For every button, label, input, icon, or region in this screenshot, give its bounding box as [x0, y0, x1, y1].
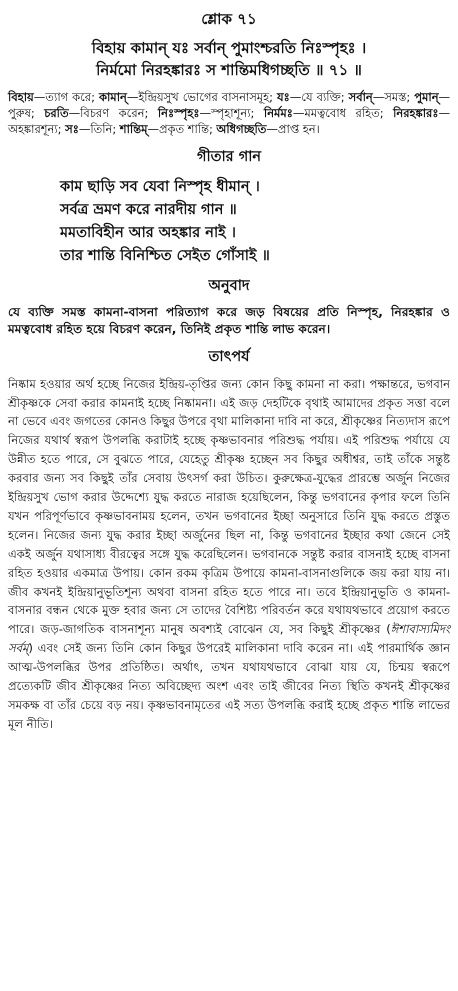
synonym-term: সর্বান্‌ [348, 90, 373, 104]
synonym-term: কামান্‌ [98, 90, 127, 104]
synonym-meaning: মমত্ববোধ রহিত; [304, 106, 394, 121]
song-line: সর্বত্র ভ্রমণ করে নারদীয় গান ॥ [60, 200, 237, 218]
synonym-meaning: প্রকৃত শান্তি; [158, 122, 217, 137]
purport-title: তাৎপর্য [208, 348, 250, 365]
synonym-meaning: তিনি; [90, 122, 120, 137]
song-line: কাম ছাড়ি সব যেবা নিস্পৃহ ধীমান্‌ । [60, 177, 260, 195]
synonym-meaning: বিচরণ করেন; [80, 106, 158, 121]
purport-part: ) এবং সেই জন্য তিনি কোন কিছুর উপরেই মালিকানা দাবি করেন না। এই পারমার্থিক জ্ঞান আত্ম-উপলব্ধির উপর প্রতিষ্ঠিত। অর্থাৎ, তখন যথাযথভাবে বোঝা যায় যে, চিন্ময় স্বরূপে প্রত্যেকটি জীব শ্রীকৃষ্ণের নিত্য অবিচ্ছেদ্য অংশ এবং তাই জীবের নিত্য স্থিতি কখনই শ্রীকৃষ্ণের সমকক্ষ বা তাঁর চেয়ে বড় নয়। কৃষ্ণভাবনামৃতের এই সত্য উপলব্ধি করাই হচ্ছে প্রকৃত শান্তি লাভের মূল নীতি। [8, 641, 450, 731]
synonym-term: নিরহঙ্কারঃ [393, 106, 439, 121]
purport-text [8, 375, 450, 734]
song-line: তার শান্তি বিনিশ্চিত সেইত গোঁসাই ॥ [60, 246, 270, 264]
synonym-meaning: ত্যাগ করে; [45, 90, 99, 104]
synonym-term: অধিগচ্ছতি [216, 122, 267, 137]
song-verse [8, 175, 450, 267]
translation-text: যে ব্যক্তি সমস্ত কামনা-বাসনা পরিত্যাগ করে জড় বিষয়ের প্রতি নিস্পৃহ, নিরহঙ্কার ও মমত্ববোধ রহিত হয়ে বিচরণ করেন, তিনিই প্রকৃত শান্তি লাভ করেন। [8, 304, 450, 336]
song-title: গীতার গান [196, 148, 262, 165]
synonym-term: পুমান্‌ [414, 90, 439, 104]
synonym-meaning: সমস্ত; [384, 90, 415, 104]
scripture-quote: ঈশাবাস্যমিদং সর্বম্‌ [8, 622, 450, 656]
sanskrit-line: বিহায় কামান্‌ যঃ সর্বান্‌ পুমাংশ্চরতি নিঃস্পৃহঃ । [91, 39, 367, 57]
synonym-meaning: ইন্দ্রিয়সুখ ভোগের বাসনাসমূহ; [138, 90, 277, 104]
synonym-meaning: যে ব্যক্তি; [301, 90, 349, 104]
synonym-term: সঃ [65, 122, 79, 137]
sanskrit-verse [8, 37, 450, 81]
synonym-term: চরতি [44, 106, 69, 121]
synonym-meaning: স্পৃহাশূন্য; [211, 106, 264, 121]
purport-part: নিষ্কাম হওয়ার অর্থ হচ্ছে নিজের ইন্দ্রিয়-তৃপ্তির জন্য কোন কিছু কামনা না করা। পক্ষান্তরে, ভগবান শ্রীকৃষ্ণকে সেবা করার কামনাই হচ্ছে নিষ্কামনা। এই জড় দেহটিকে বৃথাই আমাদের প্রকৃত সত্তা বলে না ভেবে এবং জগতের কোনও কিছুর উপরে বৃথা মালিকানা দাবি না করে, শ্রীকৃষ্ণের নিত্যদাস রূপে নিজের যথার্থ স্বরূপ উপলব্ধি করাটাই হচ্ছে কৃষ্ণভাবনার পরিশুদ্ধ পর্যায়। এই পরিশুদ্ধ পর্যায়ে যে উন্নীত হতে পারে, সে বুঝতে পারে, যেহেতু শ্রীকৃষ্ণ হচ্ছেন সব কিছুর অধীশ্বর, তাই তাঁকে সন্তুষ্ট করবার জন্য সব কিছুই তাঁর সেবায় উৎসর্গ করা উচিত। কুরুক্ষেত্র-যুদ্ধের প্রারম্ভে অর্জুন নিজের ইন্দ্রিয়সুখ ভোগ করার উদ্দেশ্যে যুদ্ধ করতে নারাজ হয়েছিলেন, কিন্তু ভগবানের কৃপার ফলে তিনি যখন পরিপূর্ণভাবে কৃষ্ণভাবনাময় হলেন, তখন ভগবানের ইচ্ছা অনুসারে তিনি যুদ্ধ করতে প্রস্তুত হলেন। নিজের জন্য যুদ্ধ করার ইচ্ছা অর্জুনের ছিল না, কিন্তু ভগবানের ইচ্ছার কথা জেনে সেই একই অর্জুন যথাসাধ্য বীরত্বের সঙ্গে যুদ্ধ করেছিলেন। ভগবানকে সন্তুষ্ট করার বাসনাই হচ্ছে বাসনা রহিত হওয়ার একমাত্র উপায়। কোন রকম কৃত্রিম উপায়ে কামনা-বাসনাগুলিকে জয় করা যায় না। জীব কখনই ইন্দ্রিয়ানুভূতিশূন্য অথবা বাসনা রহিত হতে পারে না। তবে ইন্দ্রিয়ানুভূতি ও কামনা-বাসনার বন্ধন থেকে মুক্ত হবার জন্য সে তাদের বৈশিষ্ট্য পরিবর্তন করে যথাযথভাবে প্রয়োগ করতে পারে। জড়-জাগতিক বাসনাশূন্য মানুষ অবশ্যই বোঝেন যে, সব কিছুই শ্রীকৃষ্ণের ( [8, 376, 450, 637]
synonym-term: যঃ [277, 90, 290, 104]
synonym-term: শান্তিম্‌ [119, 122, 148, 137]
synonym-meaning: অহঙ্কারশূন্য; [8, 122, 66, 137]
synonym-term: নির্মমঃ [263, 106, 293, 121]
synonym-term: নিঃস্পৃহঃ [157, 106, 200, 121]
synonym-meaning: পুরুষ; [8, 106, 45, 121]
synonym-term: বিহায় [8, 90, 34, 104]
translation-title: অনুবাদ [208, 277, 250, 294]
song-line: মমতাবিহীন আর অহঙ্কার নাই । [60, 223, 236, 241]
synonym-meaning: প্রাপ্ত হন। [277, 122, 320, 137]
synonyms: বিহায়—ত্যাগ করে; কামান্‌—ইন্দ্রিয়সুখ ভোগের বাসনাসমূহ; যঃ—যে ব্যক্তি; সর্বান্‌—সমস্ত; পুমান্‌—পুরুষ; চরতি—বিচরণ করেন; নিঃস্পৃহঃ—স্পৃহাশূন্য; নির্মমঃ—মমত্ববোধ রহিত; নিরহঙ্কারঃ—অহঙ্কারশূন্য; সঃ—তিনি; শান্তিম্‌—প্রকৃত শান্তি; অধিগচ্ছতি—প্রাপ্ত হন। [8, 90, 451, 137]
verse-number: শ্লোক ৭১ [201, 10, 257, 28]
sanskrit-line: নির্মমো নিরহঙ্কারঃ স শান্তিমধিগচ্ছতি ॥ ৭১ ॥ [96, 61, 362, 79]
